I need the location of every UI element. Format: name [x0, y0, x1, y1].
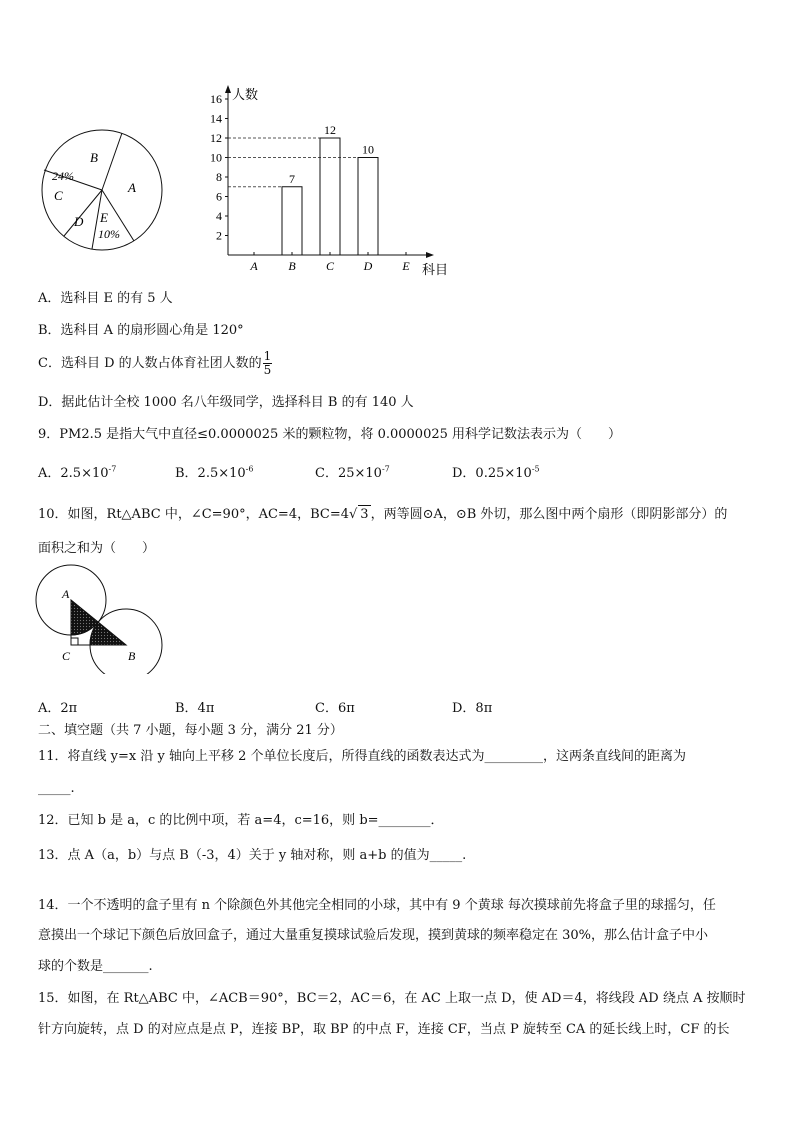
x-tick-label-C: C: [325, 259, 335, 273]
q9-option-d: D．$0.25\times 10^{-5}$: [452, 464, 540, 481]
x-tick-label-D: D: [363, 259, 373, 273]
q8-option-c-text: C．选科目 D 的人数占体育社团人数的: [38, 356, 262, 371]
bar-data-label: 12: [324, 123, 336, 137]
fraction-numerator: 1: [263, 349, 272, 363]
fraction-denominator: 5: [263, 363, 272, 377]
y-tick-label: 6: [216, 189, 222, 204]
y-tick-label: 2: [216, 228, 222, 243]
q10-figure: [34, 562, 170, 674]
q9-option-a: A．$2.5\times 10^{-7}$: [38, 464, 117, 481]
q8-option-c: [38, 350, 272, 377]
q12: 12．已知 b 是 a，c 的比例中项，若 a=4，c=16，则 b=________．: [38, 813, 444, 828]
pie-divider-a-b: [102, 133, 122, 190]
fig-label-a: A: [62, 587, 70, 601]
y-axis-label: 人数: [232, 87, 259, 102]
y-tick-label: 12: [210, 131, 222, 145]
bar-B: [282, 187, 302, 255]
y-tick-label: 14: [210, 111, 222, 126]
q10-option-a: A．2π: [38, 701, 78, 716]
pie-divider-c-d: [64, 190, 102, 236]
sector-b-shaded: [90, 622, 126, 645]
q9-option-c: C．$25\times 10^{-7}$: [315, 464, 390, 481]
pie-label-a: A: [128, 180, 136, 195]
pie-pct-c: 24%: [52, 169, 74, 183]
q15-line2: 针方向旋转，点 D 的对应点是点 P，连接 BP，取 BP 的中点 F，连接 CF，当点 P 旋转至 CA 的延长线上时，CF 的长: [38, 1022, 730, 1037]
fig-label-b: B: [128, 649, 136, 663]
bar-C: [320, 138, 340, 255]
q11-line1: 11．将直线 y=x 沿 y 轴向上平移 2 个单位长度后，所得直线的函数表达式为_________，这两条直线间的距离为: [38, 749, 687, 764]
q9-stem: 9．PM2.5 是指大气中直径≤0.0000025 米的颗粒物，将 0.0000025 用科学记数法表示为（ ）: [38, 427, 622, 442]
q10-option-c: C．6π: [315, 701, 355, 716]
bar-chart: [196, 82, 456, 282]
y-tick-label: 10: [210, 150, 222, 165]
q15-line1: 15．如图，在 Rt△ABC 中，∠ACB＝90°，BC＝2，AC＝6，在 AC 上取一点 D，使 AD＝4，将线段 AD 绕点 A 按顺时: [38, 991, 746, 1006]
sqrt-argument: 3: [360, 507, 369, 522]
q8-option-a: A．选科目 E 的有 5 人: [38, 291, 173, 306]
q14-line2: 意摸出一个球记下颜色后放回盒子，通过大量重复摸球试验后发现，摸到黄球的频率稳定在 30%，那么估计盒子中小: [38, 928, 709, 943]
q10-stem-line2: 面积之和为（ ）: [38, 541, 156, 556]
bar-data-label: 10: [362, 142, 374, 157]
sqrt-sign: √: [349, 507, 358, 522]
pie-pct-e: 10%: [98, 227, 120, 241]
y-tick-label: 16: [210, 92, 222, 106]
q10-option-d: D．8π: [452, 701, 493, 716]
q8-option-d: D．据此估计全校 1000 名八年级同学，选择科目 B 的有 140 人: [38, 395, 414, 410]
q13: 13．点 A（a，b）与点 B（-3，4）关于 y 轴对称，则 a+b 的值为_____.: [38, 848, 467, 863]
q10-stem-line1: 10．如图，Rt△ABC 中，∠C=90°，AC=4，BC=4√ 3 ，两等圆⊙A，⊙B 外切，那么图中两个扇形（即阴影部分）的: [38, 507, 728, 522]
y-axis-arrow: [225, 85, 231, 93]
pie-label-d: D: [74, 214, 84, 229]
x-axis-label: 科目: [422, 262, 449, 277]
pie-label-e: E: [100, 210, 108, 225]
q9-option-b: B．$2.5\times 10^{-6}$: [175, 464, 254, 481]
right-angle-mark: [71, 638, 78, 645]
pie-label-c: C: [54, 188, 63, 203]
pie-chart: [30, 120, 170, 260]
pie-label-b: B: [90, 150, 98, 165]
fig-label-c: C: [62, 649, 71, 663]
q14-line1: 14．一个不透明的盒子里有 n 个除颜色外其他完全相同的小球，其中有 9 个黄球 每次摸球前先将盒子里的球摇匀，任: [38, 898, 716, 913]
y-tick-label: 4: [216, 209, 222, 223]
bar-data-label: 7: [289, 171, 295, 186]
x-tick-label-B: B: [288, 259, 296, 273]
q14-line3: 球的个数是_______.: [38, 959, 153, 974]
q10-option-b: B．4π: [175, 701, 215, 716]
x-tick-label-E: E: [402, 259, 410, 273]
q11-line2: _____.: [38, 781, 75, 796]
x-axis-arrow: [426, 252, 434, 258]
fraction-one-fifth: [263, 350, 273, 377]
q8-option-b: B．选科目 A 的扇形圆心角是 120°: [38, 323, 244, 338]
x-tick-label-A: A: [250, 259, 258, 273]
bar-D: [358, 158, 378, 256]
y-tick-label: 8: [216, 170, 222, 184]
section-2-heading: 二、填空题（共 7 小题，每小题 3 分，满分 21 分）: [38, 723, 343, 738]
